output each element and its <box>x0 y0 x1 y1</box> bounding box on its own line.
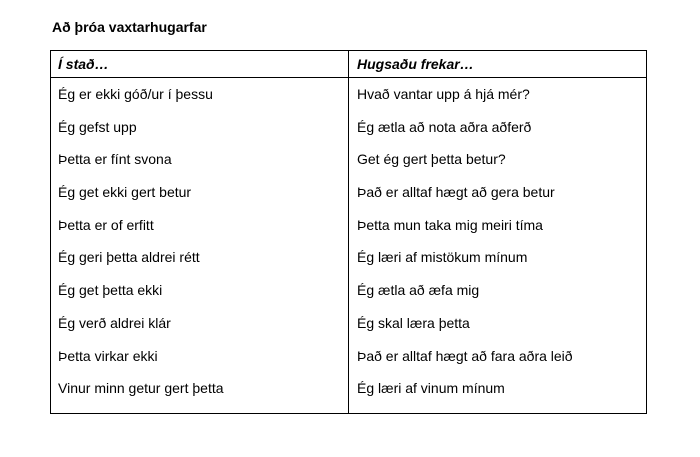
cell-think: Ég ætla að æfa mig <box>357 282 480 299</box>
cell-think: Ég ætla að nota aðra aðferð <box>357 118 532 135</box>
table-row <box>51 241 646 274</box>
table-row <box>51 143 646 176</box>
cell-instead: Ég verð aldrei klár <box>58 314 171 331</box>
cell-think: Það er alltaf hægt að fara aðra leið <box>357 347 573 364</box>
table-body <box>51 78 646 405</box>
cell-instead: Ég get þetta ekki <box>58 282 163 299</box>
cell-instead: Þetta er fínt svona <box>58 151 172 168</box>
header-think-instead: Hugsaðu frekar… <box>357 56 474 72</box>
cell-instead: Ég er ekki góð/ur í þessu <box>58 86 213 102</box>
table-row <box>51 274 646 307</box>
cell-instead: Þetta er of erfitt <box>58 216 154 233</box>
table-row <box>51 340 646 373</box>
cell-think: Ég skal læra þetta <box>357 314 470 331</box>
cell-instead: Vinur minn getur gert þetta <box>58 380 224 397</box>
table-row <box>51 209 646 242</box>
table-row <box>51 111 646 144</box>
document-title: Að þróa vaxtarhugarfar <box>52 19 207 35</box>
mindset-table <box>50 50 647 414</box>
cell-think: Hvað vantar upp á hjá mér? <box>357 86 530 102</box>
table-row <box>51 78 646 111</box>
cell-think: Get ég gert þetta betur? <box>357 151 506 168</box>
cell-instead: Ég get ekki gert betur <box>58 184 192 201</box>
cell-think: Það er alltaf hægt að gera betur <box>357 184 555 201</box>
table-row <box>51 307 646 340</box>
cell-instead: Ég gefst upp <box>58 118 137 135</box>
cell-instead: Þetta virkar ekki <box>58 347 158 364</box>
cell-think: Ég læri af mistökum mínum <box>357 249 528 266</box>
table-row <box>51 176 646 209</box>
cell-think: Ég læri af vinum mínum <box>357 380 505 397</box>
cell-think: Þetta mun taka mig meiri tíma <box>357 216 543 233</box>
cell-instead: Ég geri þetta aldrei rétt <box>58 249 200 266</box>
table-row <box>51 372 646 405</box>
header-instead: Í stað… <box>58 56 109 72</box>
